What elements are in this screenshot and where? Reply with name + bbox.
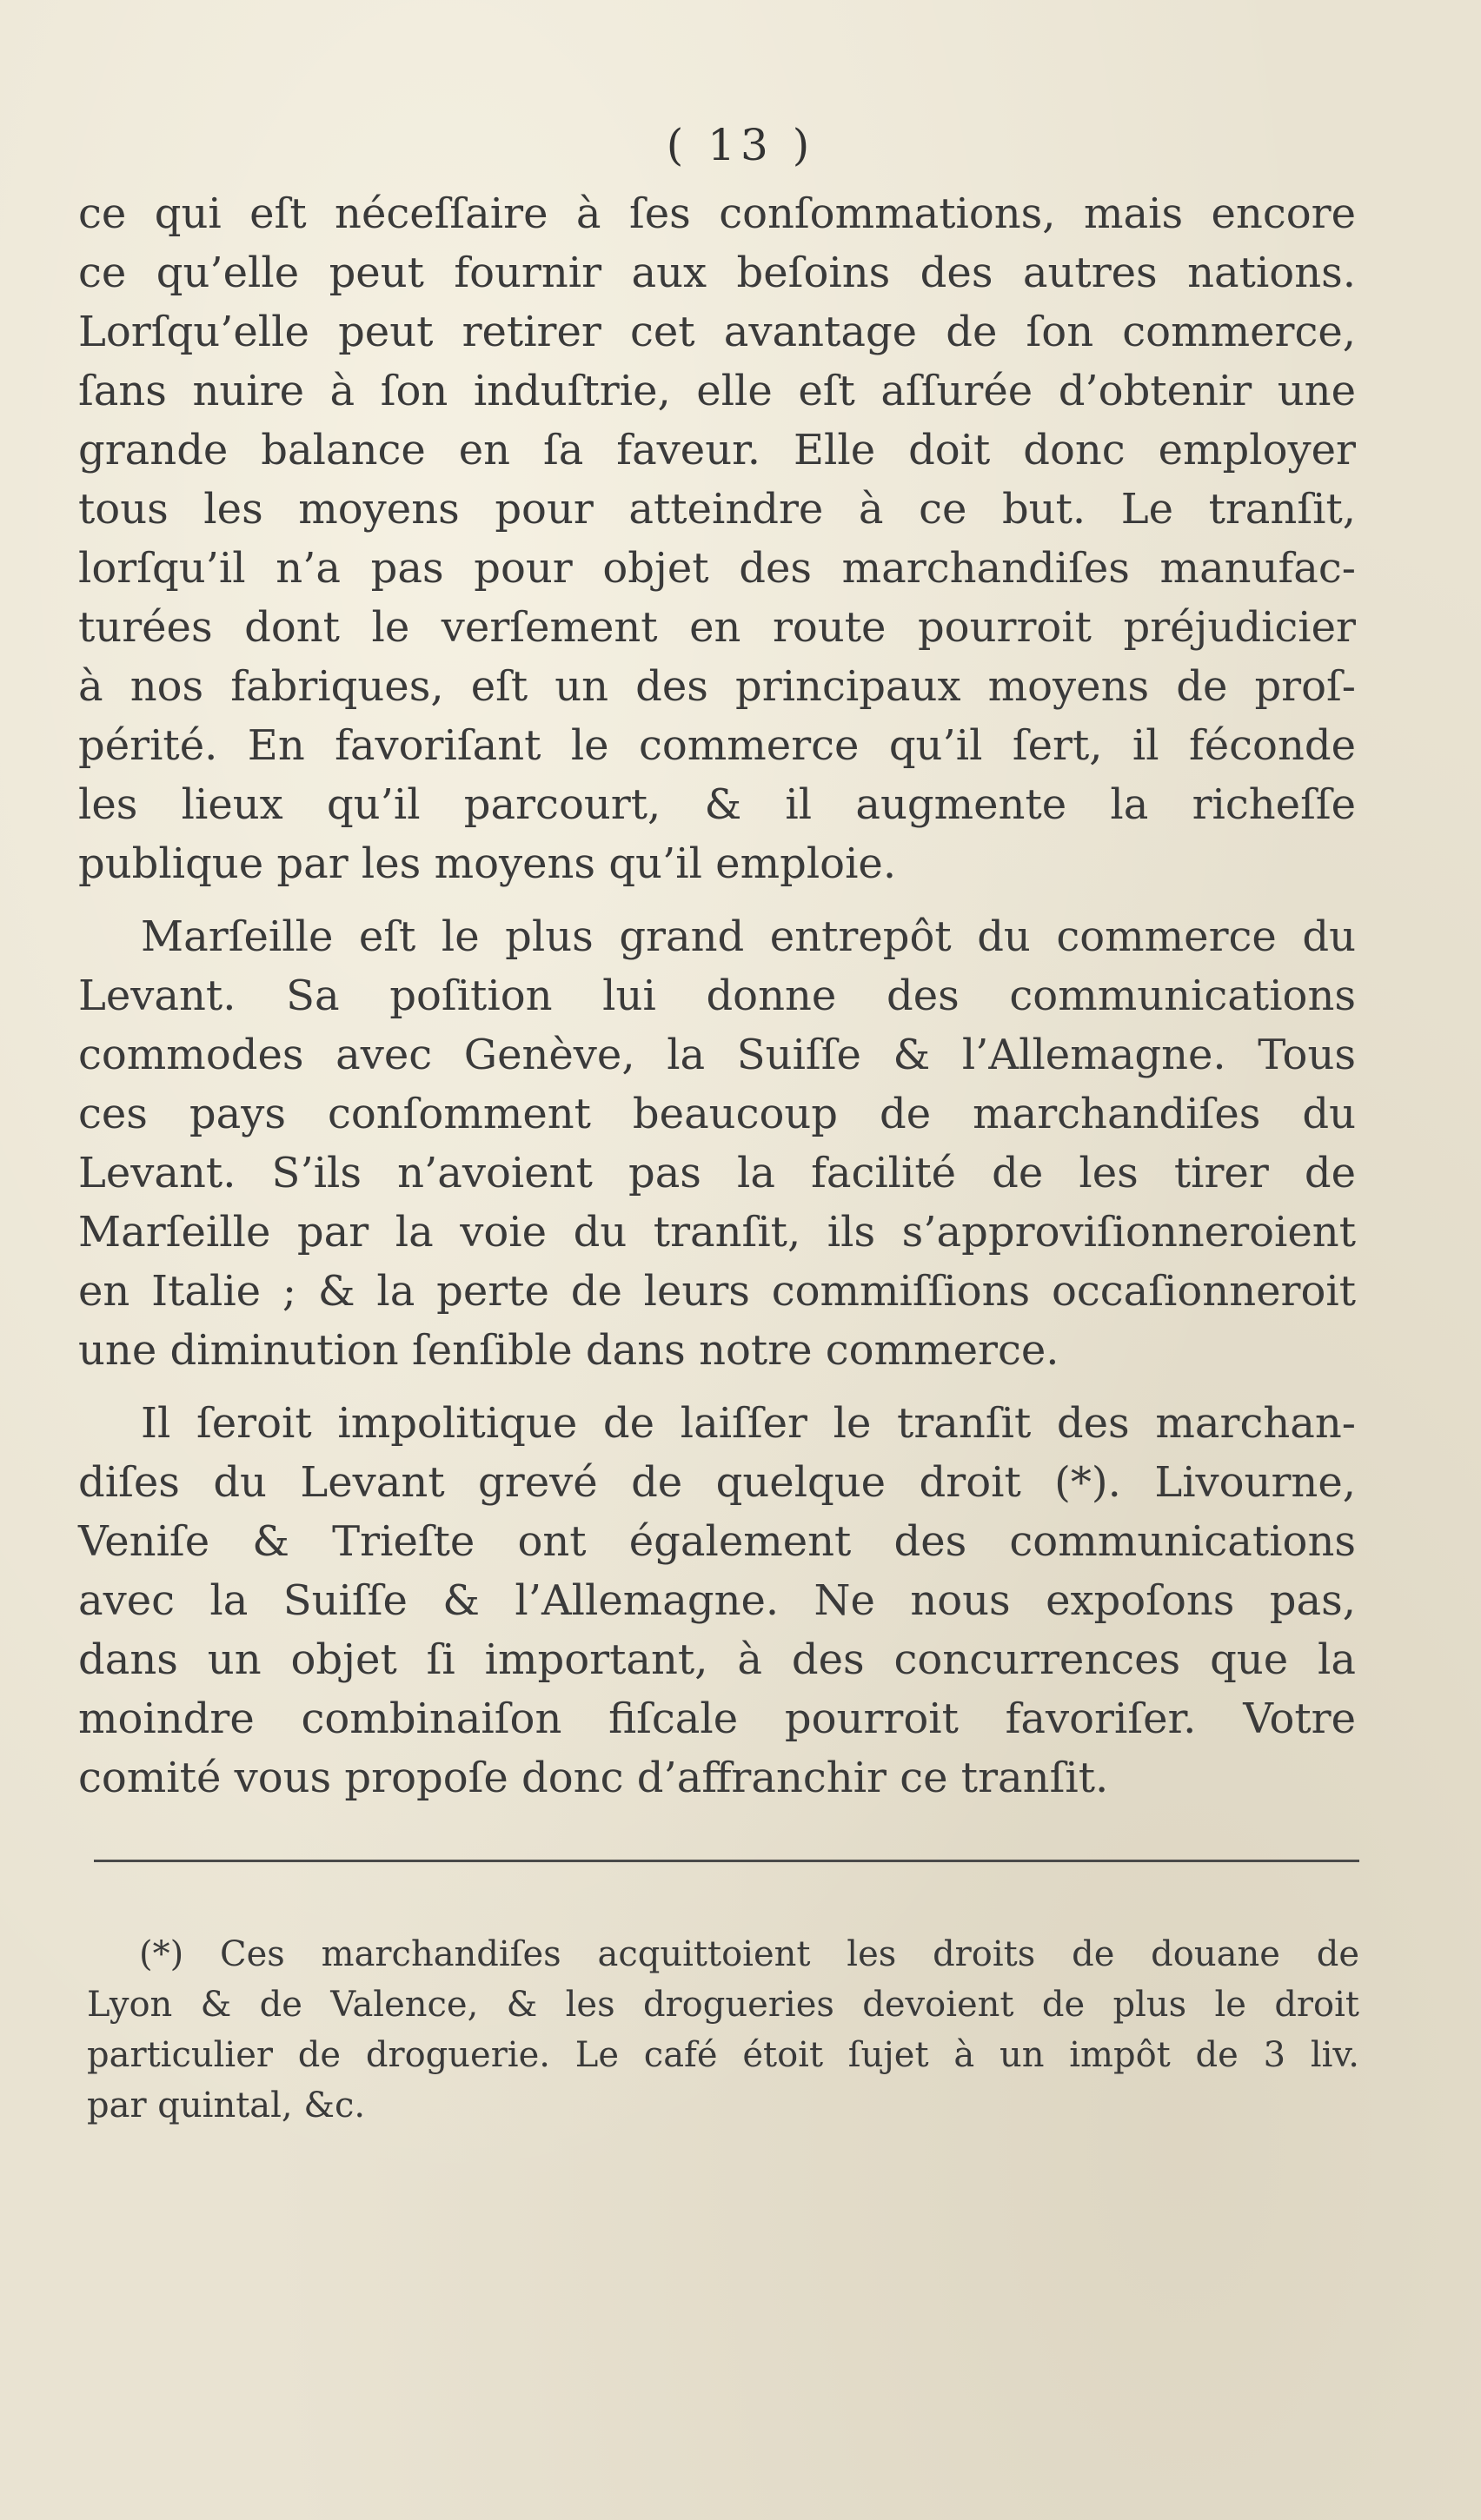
paragraph-marseille — [78, 907, 1356, 1380]
footnote-separator — [94, 1860, 1359, 1862]
text-line: Levant. Sa poſition lui donne des communications — [78, 972, 1356, 1020]
text-line: tous les moyens pour atteindre à ce but. Le tranſit, — [78, 485, 1356, 534]
text-line: les lieux qu’il parcourt, & il augmente la richeſſe — [78, 780, 1356, 829]
text-line: turées dont le verſement en route pourroit préjudicier — [78, 603, 1356, 652]
footnote — [87, 1929, 1359, 2131]
text-line: lorſqu’il n’a pas pour objet des marchandiſes manufac- — [78, 544, 1356, 593]
footnote-line: Lyon & de Valence, & les drogueries devoient de plus le droit — [87, 1985, 1359, 2025]
text-line: avec la Suiſſe & l’Allemagne. Ne nous expoſons pas, — [78, 1576, 1356, 1625]
text-line: grande balance en ſa faveur. Elle doit donc employer — [78, 426, 1356, 474]
paragraph-transit-importance — [78, 184, 1356, 893]
text-line: Veniſe & Trieſte ont également des communications — [78, 1517, 1356, 1566]
text-line: dans un objet ſi important, à des concurrences que la — [78, 1635, 1356, 1684]
text-line: Il ſeroit impolitique de laiſſer le tranſit des marchan- — [141, 1399, 1356, 1448]
text-line: ces pays conſomment beaucoup de marchandiſes du — [78, 1090, 1356, 1138]
text-line: comité vous propoſe donc d’affranchir ce tranſit. — [78, 1754, 1109, 1802]
text-line: Marſeille par la voie du tranſit, ils s’approviſionneroient — [78, 1208, 1356, 1257]
text-line: ce qui eſt néceſſaire à ſes conſommations, mais encore — [78, 189, 1356, 238]
text-line: ce qu’elle peut fournir aux beſoins des autres nations. — [78, 249, 1356, 297]
footnote-line: (*) Ces marchandiſes acquittoient les droits de douane de — [139, 1934, 1359, 1974]
text-line: commodes avec Genève, la Suiſſe & l’Allemagne. Tous — [78, 1031, 1356, 1079]
text-line: Marſeille eſt le plus grand entrepôt du commerce du — [141, 912, 1356, 961]
text-line: en Italie ; & la perte de leurs commiſſions occaſionneroit — [78, 1267, 1356, 1316]
footnote-line: particulier de droguerie. Le café étoit ſujet à un impôt de 3 liv. — [87, 2035, 1359, 2075]
text-line: périté. En favoriſant le commerce qu’il ſert, il féconde — [78, 721, 1356, 770]
text-line: ſans nuire à ſon induſtrie, elle eſt aſſurée d’obtenir une — [78, 367, 1356, 415]
paragraph-recommendation — [78, 1394, 1356, 1807]
text-line: publique par les moyens qu’il emploie. — [78, 839, 897, 888]
page-number: ( 13 ) — [666, 120, 815, 170]
text-line: moindre combinaiſon fiſcale pourroit favoriſer. Votre — [78, 1694, 1356, 1743]
text-line: Lorſqu’elle peut retirer cet avantage de ſon commerce, — [78, 308, 1356, 356]
footnote-line: par quintal, &c. — [87, 2086, 366, 2125]
text-line: à nos fabriques, eſt un des principaux moyens de proſ- — [78, 662, 1356, 711]
text-line: Levant. S’ils n’avoient pas la facilité de les tirer de — [78, 1149, 1356, 1197]
text-line: diſes du Levant grevé de quelque droit (*). Livourne, — [78, 1458, 1356, 1507]
text-line: une diminution ſenſible dans notre commerce. — [78, 1326, 1059, 1375]
